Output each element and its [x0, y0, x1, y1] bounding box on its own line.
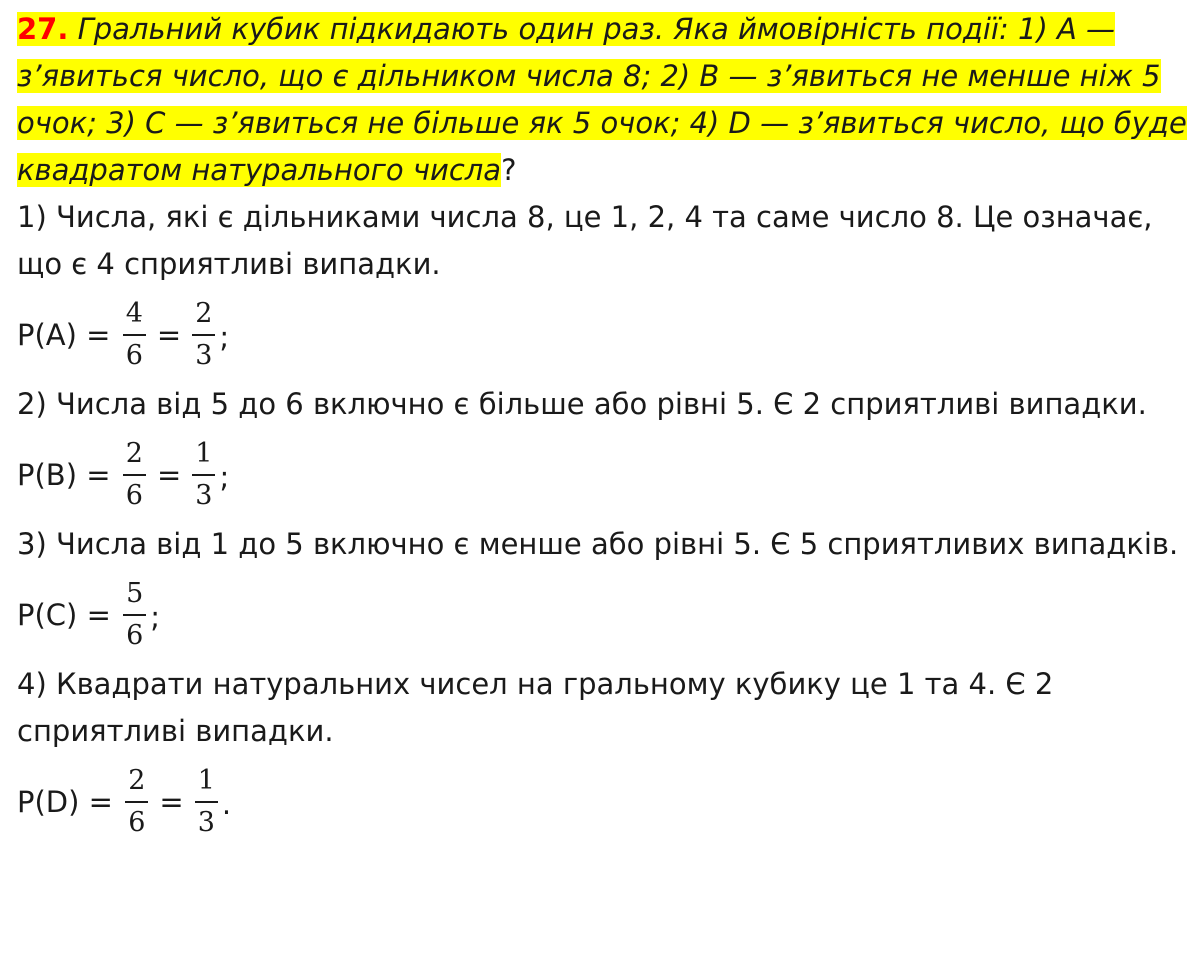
fraction-numerator: 2 [195, 297, 213, 329]
fraction-numerator: 2 [128, 764, 146, 796]
task-highlight [17, 12, 1187, 187]
fraction-denominator: 6 [128, 806, 146, 838]
formula-2-tail: ; [219, 459, 230, 494]
fraction-numerator: 1 [197, 764, 215, 796]
formula-2-fraction-2 [192, 438, 215, 512]
formula-3-fraction-1 [123, 578, 146, 652]
solution-1-text: 1) Числа, які є дільниками числа 8, це 1, 2, 4 та саме число 8. Це означає, що є 4 сприятливі випадки. [17, 200, 1153, 281]
formula-4-tail: . [221, 786, 232, 821]
formula-2-lhs: P(B) = [17, 457, 120, 492]
fraction-denominator: 3 [195, 479, 213, 511]
task-number: 27. [17, 12, 69, 46]
equals-sign: = [156, 317, 182, 352]
fraction-numerator: 4 [125, 297, 143, 329]
formula-4-fraction-2 [195, 765, 218, 839]
formula-1-fraction-1 [123, 298, 146, 372]
solution-4-formula [17, 755, 1192, 848]
formula-3-lhs: P(C) = [17, 597, 121, 632]
fraction-denominator: 6 [125, 479, 143, 511]
fraction-numerator: 1 [195, 437, 213, 469]
document-page [17, 6, 1192, 848]
fraction-numerator: 5 [126, 577, 144, 609]
formula-1-fraction-2 [192, 298, 215, 372]
equals-sign: = [156, 457, 182, 492]
formula-1-tail: ; [219, 319, 230, 354]
fraction-numerator: 2 [125, 437, 143, 469]
fraction-denominator: 6 [126, 619, 144, 651]
task-statement [17, 6, 1192, 194]
solution-4-text: 4) Квадрати натуральних чисел на гральному кубику це 1 та 4. Є 2 сприятливі випадки. [17, 667, 1054, 748]
solution-3-text: 3) Числа від 1 до 5 включно є менше або рівні 5. Є 5 сприятливих випадків. [17, 527, 1179, 561]
fraction-denominator: 3 [197, 806, 215, 838]
equals-sign: = [159, 784, 184, 819]
formula-2-fraction-1 [123, 438, 146, 512]
formula-4-fraction-1 [125, 765, 148, 839]
task-end-mark: ? [501, 153, 517, 187]
solution-3-formula [17, 568, 1192, 661]
formula-3-tail: ; [150, 599, 161, 634]
fraction-denominator: 3 [195, 339, 213, 371]
solution-2-formula [17, 428, 1192, 521]
solution-2-text: 2) Числа від 5 до 6 включно є більше або рівні 5. Є 2 сприятливі випадки. [17, 387, 1147, 421]
formula-1-lhs: P(A) = [17, 317, 120, 352]
fraction-denominator: 6 [125, 339, 143, 371]
formula-4-lhs: P(D) = [17, 784, 123, 819]
task-text: Гральний кубик підкидають один раз. Яка ймовірність події: 1) A — з’явиться число, що є дільником числа 8; 2) B — з’явиться не менше ніж 5 очок; 3) C — з’явиться не більше як 5 очок; 4) D — з’явиться число, що буде квадратом натурального числа [17, 12, 1187, 187]
solution-1-formula [17, 288, 1192, 381]
